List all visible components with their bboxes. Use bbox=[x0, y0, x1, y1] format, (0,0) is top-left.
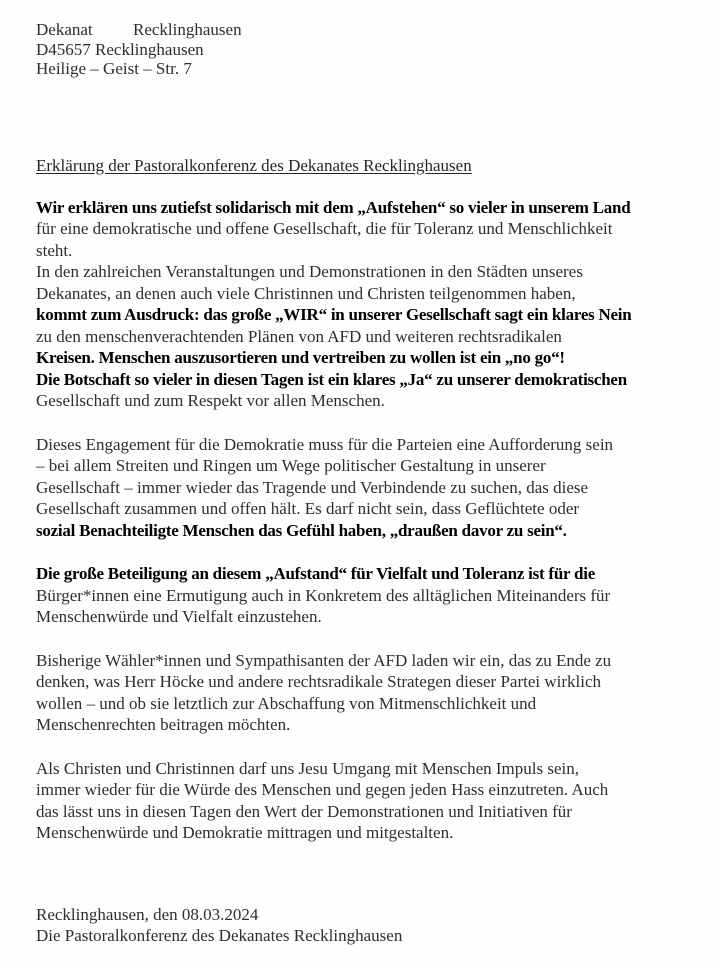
text-line: immer wieder für die Würde des Menschen und gegen jeden Hass einzutreten. Auch bbox=[36, 780, 609, 799]
paragraph bbox=[36, 650, 704, 736]
text-line: denken, was Herr Höcke und andere rechtsradikale Strategen dieser Partei wirklich bbox=[36, 672, 602, 691]
text-line: Menschenwürde und Demokratie mittragen und mitgestalten. bbox=[36, 823, 454, 842]
letterhead-line-2: D45657 Recklinghausen bbox=[36, 39, 204, 59]
signature-author: Die Pastoralkonferenz des Dekanates Recklinghausen bbox=[36, 926, 403, 945]
paragraph bbox=[36, 563, 704, 628]
letterhead-city: Recklinghausen bbox=[133, 20, 242, 39]
document-title: Erklärung der Pastoralkonferenz des Dekanates Recklinghausen bbox=[36, 155, 472, 175]
text-line: Die große Beteiligung an diesem „Aufstand“ für Vielfalt und Toleranz ist für die bbox=[36, 564, 595, 583]
paragraph bbox=[36, 197, 704, 412]
text-line: Menschenrechten beitragen möchten. bbox=[36, 715, 291, 734]
text-line: Wir erklären uns zutiefst solidarisch mit dem „Aufstehen“ so vieler in unserem Land bbox=[36, 197, 631, 217]
text-line: Bisherige Wähler*innen und Sympathisanten der AFD laden wir ein, das zu Ende zu bbox=[36, 650, 612, 670]
text-line: für eine demokratische und offene Gesellschaft, die für Toleranz und Menschlichkeit bbox=[36, 219, 613, 238]
text-line: Kreisen. Menschen auszusortieren und vertreiben zu wollen ist ein „no go“! bbox=[36, 348, 565, 367]
text-line: steht. bbox=[36, 240, 73, 260]
text-line: zu den menschenverachtenden Plänen von AFD und weiteren rechtsradikalen bbox=[36, 326, 562, 346]
signature-block bbox=[36, 904, 704, 947]
text-line: Gesellschaft und zum Respekt vor allen Menschen. bbox=[36, 391, 385, 410]
text-line: wollen – und ob sie letztlich zur Abschaffung von Mitmenschlichkeit und bbox=[36, 693, 537, 713]
text-line: sozial Benachteiligte Menschen das Gefühl haben, „draußen davor zu sein“. bbox=[36, 520, 567, 540]
text-line: Dekanates, an denen auch viele Christinnen und Christen teilgenommen haben, bbox=[36, 283, 576, 303]
text-line: Die Botschaft so vieler in diesen Tagen ist ein klares „Ja“ zu unserer demokratischen bbox=[36, 369, 627, 389]
text-line: In den zahlreichen Veranstaltungen und Demonstrationen in den Städten unseres bbox=[36, 262, 583, 281]
paragraph bbox=[36, 758, 704, 844]
letterhead-line-3: Heilige – Geist – Str. 7 bbox=[36, 59, 192, 78]
text-line: Gesellschaft – immer wieder das Tragende und Verbindende zu suchen, das diese bbox=[36, 477, 589, 497]
text-line: Gesellschaft zusammen und offen hält. Es darf nicht sein, dass Geflüchtete oder bbox=[36, 499, 580, 518]
text-line: Als Christen und Christinnen darf uns Jesu Umgang mit Menschen Impuls sein, bbox=[36, 758, 580, 778]
letterhead-dekanat: Dekanat bbox=[36, 20, 93, 39]
text-line: kommt zum Ausdruck: das große „WIR“ in unserer Gesellschaft sagt ein klares Nein bbox=[36, 305, 632, 324]
text-line: Bürger*innen eine Ermutigung auch in Konkretem des alltäglichen Miteinanders für bbox=[36, 585, 611, 605]
text-line: Dieses Engagement für die Demokratie muss für die Parteien eine Aufforderung sein bbox=[36, 434, 614, 454]
document-body bbox=[36, 197, 704, 844]
paragraph bbox=[36, 434, 704, 542]
letterhead-line-1 bbox=[36, 20, 704, 40]
letterhead bbox=[36, 20, 704, 79]
signature-place-date: Recklinghausen, den 08.03.2024 bbox=[36, 904, 259, 924]
text-line: Menschenwürde und Vielfalt einzustehen. bbox=[36, 607, 322, 626]
text-line: das lässt uns in diesen Tagen den Wert der Demonstrationen und Initiativen für bbox=[36, 801, 572, 821]
text-line: – bei allem Streiten und Ringen um Wege politischer Gestaltung in unserer bbox=[36, 456, 546, 475]
